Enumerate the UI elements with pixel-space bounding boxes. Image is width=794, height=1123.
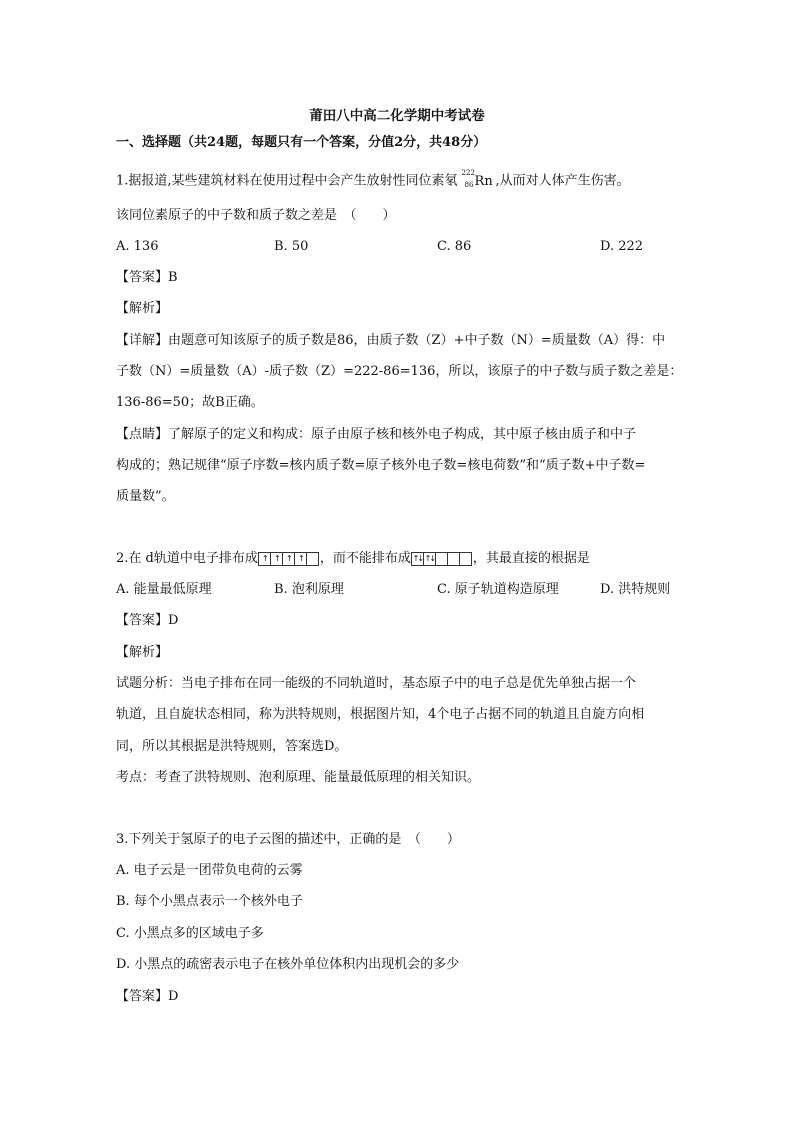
orbital-box: ↑ xyxy=(282,552,295,566)
orbital-diagram-paired xyxy=(412,552,472,566)
q2-option-b: B. 泡利原理 xyxy=(274,582,344,597)
q1-option-d: D. 222 xyxy=(600,239,644,254)
q1-option-c: C. 86 xyxy=(437,239,472,254)
q3-option-d: D. 小黑点的疏密表示电子在核外单位体积内出现机会的多少 xyxy=(116,957,460,972)
q2-option-a: A. 能量最低原理 xyxy=(116,582,212,597)
q2-stem-line xyxy=(116,550,590,568)
q2-stem-a: 2.在 d轨道中电子排布成 xyxy=(116,551,258,566)
detail-text-1: 由题意可知该原子的质子数是86，由质子数（Z）+中子数（N）=质量数（A）得：中 xyxy=(168,333,666,348)
q1-detail-line-3: 136-86=50；故B正确。 xyxy=(116,395,264,410)
q2-analysis-line-3: 同，所以其根据是洪特规则，答案选D。 xyxy=(116,739,348,754)
orbital-box: ↑ xyxy=(270,552,283,566)
q1-answer: 【答案】B xyxy=(116,270,178,285)
q1-detail-line-2: 子数（N）=质量数（A）-质子数（Z）=222-86=136，所以，该原子的中子数与质子数之差是： xyxy=(116,364,683,379)
q1-detail-line-1 xyxy=(116,332,665,350)
orbital-box: ↑↓ xyxy=(423,552,436,566)
q3-option-b: B. 每个小黑点表示一个核外电子 xyxy=(116,894,303,909)
orbital-box: ↑ xyxy=(294,552,307,566)
q1-point-line-2: 构成的；熟记规律“原子序数=核内质子数=原子核外电子数=核电荷数”和“质子数+中子数= xyxy=(116,458,646,473)
radon-isotope-symbol xyxy=(461,169,493,190)
q3-stem: 3.下列关于氢原子的电子云图的描述中，正确的是 （ ） xyxy=(116,832,460,847)
q2-stem-b: ，而不能排布成 xyxy=(319,551,411,566)
isotope-element-symbol: Rn xyxy=(474,174,493,189)
q2-option-c: C. 原子轨道构造原理 xyxy=(437,582,559,597)
q2-analysis-line-1: 试题分析：当电子排布在同一能级的不同轨道时，基态原子中的电子总是优先单独占据一个 xyxy=(116,676,637,691)
q3-option-a: A. 电子云是一团带负电荷的云雾 xyxy=(116,863,303,878)
q1-point-line-3: 质量数”。 xyxy=(116,489,175,504)
q3-answer: 【答案】D xyxy=(116,989,179,1004)
orbital-box xyxy=(306,552,319,566)
q2-answer: 【答案】D xyxy=(116,613,179,628)
point-label: 【点睛】 xyxy=(116,427,169,442)
q1-analysis-heading: 【解析】 xyxy=(116,301,169,316)
q1-option-a: A. 136 xyxy=(116,239,159,254)
q1-option-b: B. 50 xyxy=(274,239,309,254)
q3-option-c: C. 小黑点多的区域电子多 xyxy=(116,926,264,941)
q2-option-d: D. 洪特规则 xyxy=(600,582,671,597)
q2-kaodian: 考点：考查了洪特规则、泡利原理、能量最低原理的相关知识。 xyxy=(116,770,481,785)
q1-stem-line xyxy=(116,169,630,191)
isotope-atomic-number: 86 xyxy=(464,181,474,189)
page-title: 莆田八中高二化学期中考试卷 xyxy=(309,108,485,124)
point-text-1: 了解原子的定义和构成：原子由原子核和核外电子构成，其中原子核由质子和中子 xyxy=(168,427,637,442)
q2-stem-c: ，其最直接的根据是 xyxy=(472,551,590,566)
detail-label: 【详解】 xyxy=(116,333,169,348)
orbital-box: ↑↓ xyxy=(411,552,424,566)
orbital-box xyxy=(459,552,472,566)
q1-stem-b: ,从而对人体产生伤害。 xyxy=(495,173,630,189)
q1-stem-a: 1.据报道,某些建筑材料在使用过程中会产生放射性同位素氡 xyxy=(116,173,458,189)
isotope-mass-number: 222 xyxy=(461,169,475,177)
q2-analysis-line-2: 轨道，且自旋状态相同，称为洪特规则，根据图片知，4个电子占据不同的轨道且自旋方向相 xyxy=(116,707,645,722)
q2-analysis-heading: 【解析】 xyxy=(116,645,169,660)
orbital-box: ↑ xyxy=(258,552,271,566)
q1-point-line-1 xyxy=(116,426,636,444)
q1-stem-c: 该同位素原子的中子数和质子数之差是 （ ） xyxy=(116,208,396,223)
orbital-diagram-hund xyxy=(259,552,319,566)
section-heading: 一、选择题（共24题，每题只有一个答案，分值2分，共48分） xyxy=(116,135,487,150)
